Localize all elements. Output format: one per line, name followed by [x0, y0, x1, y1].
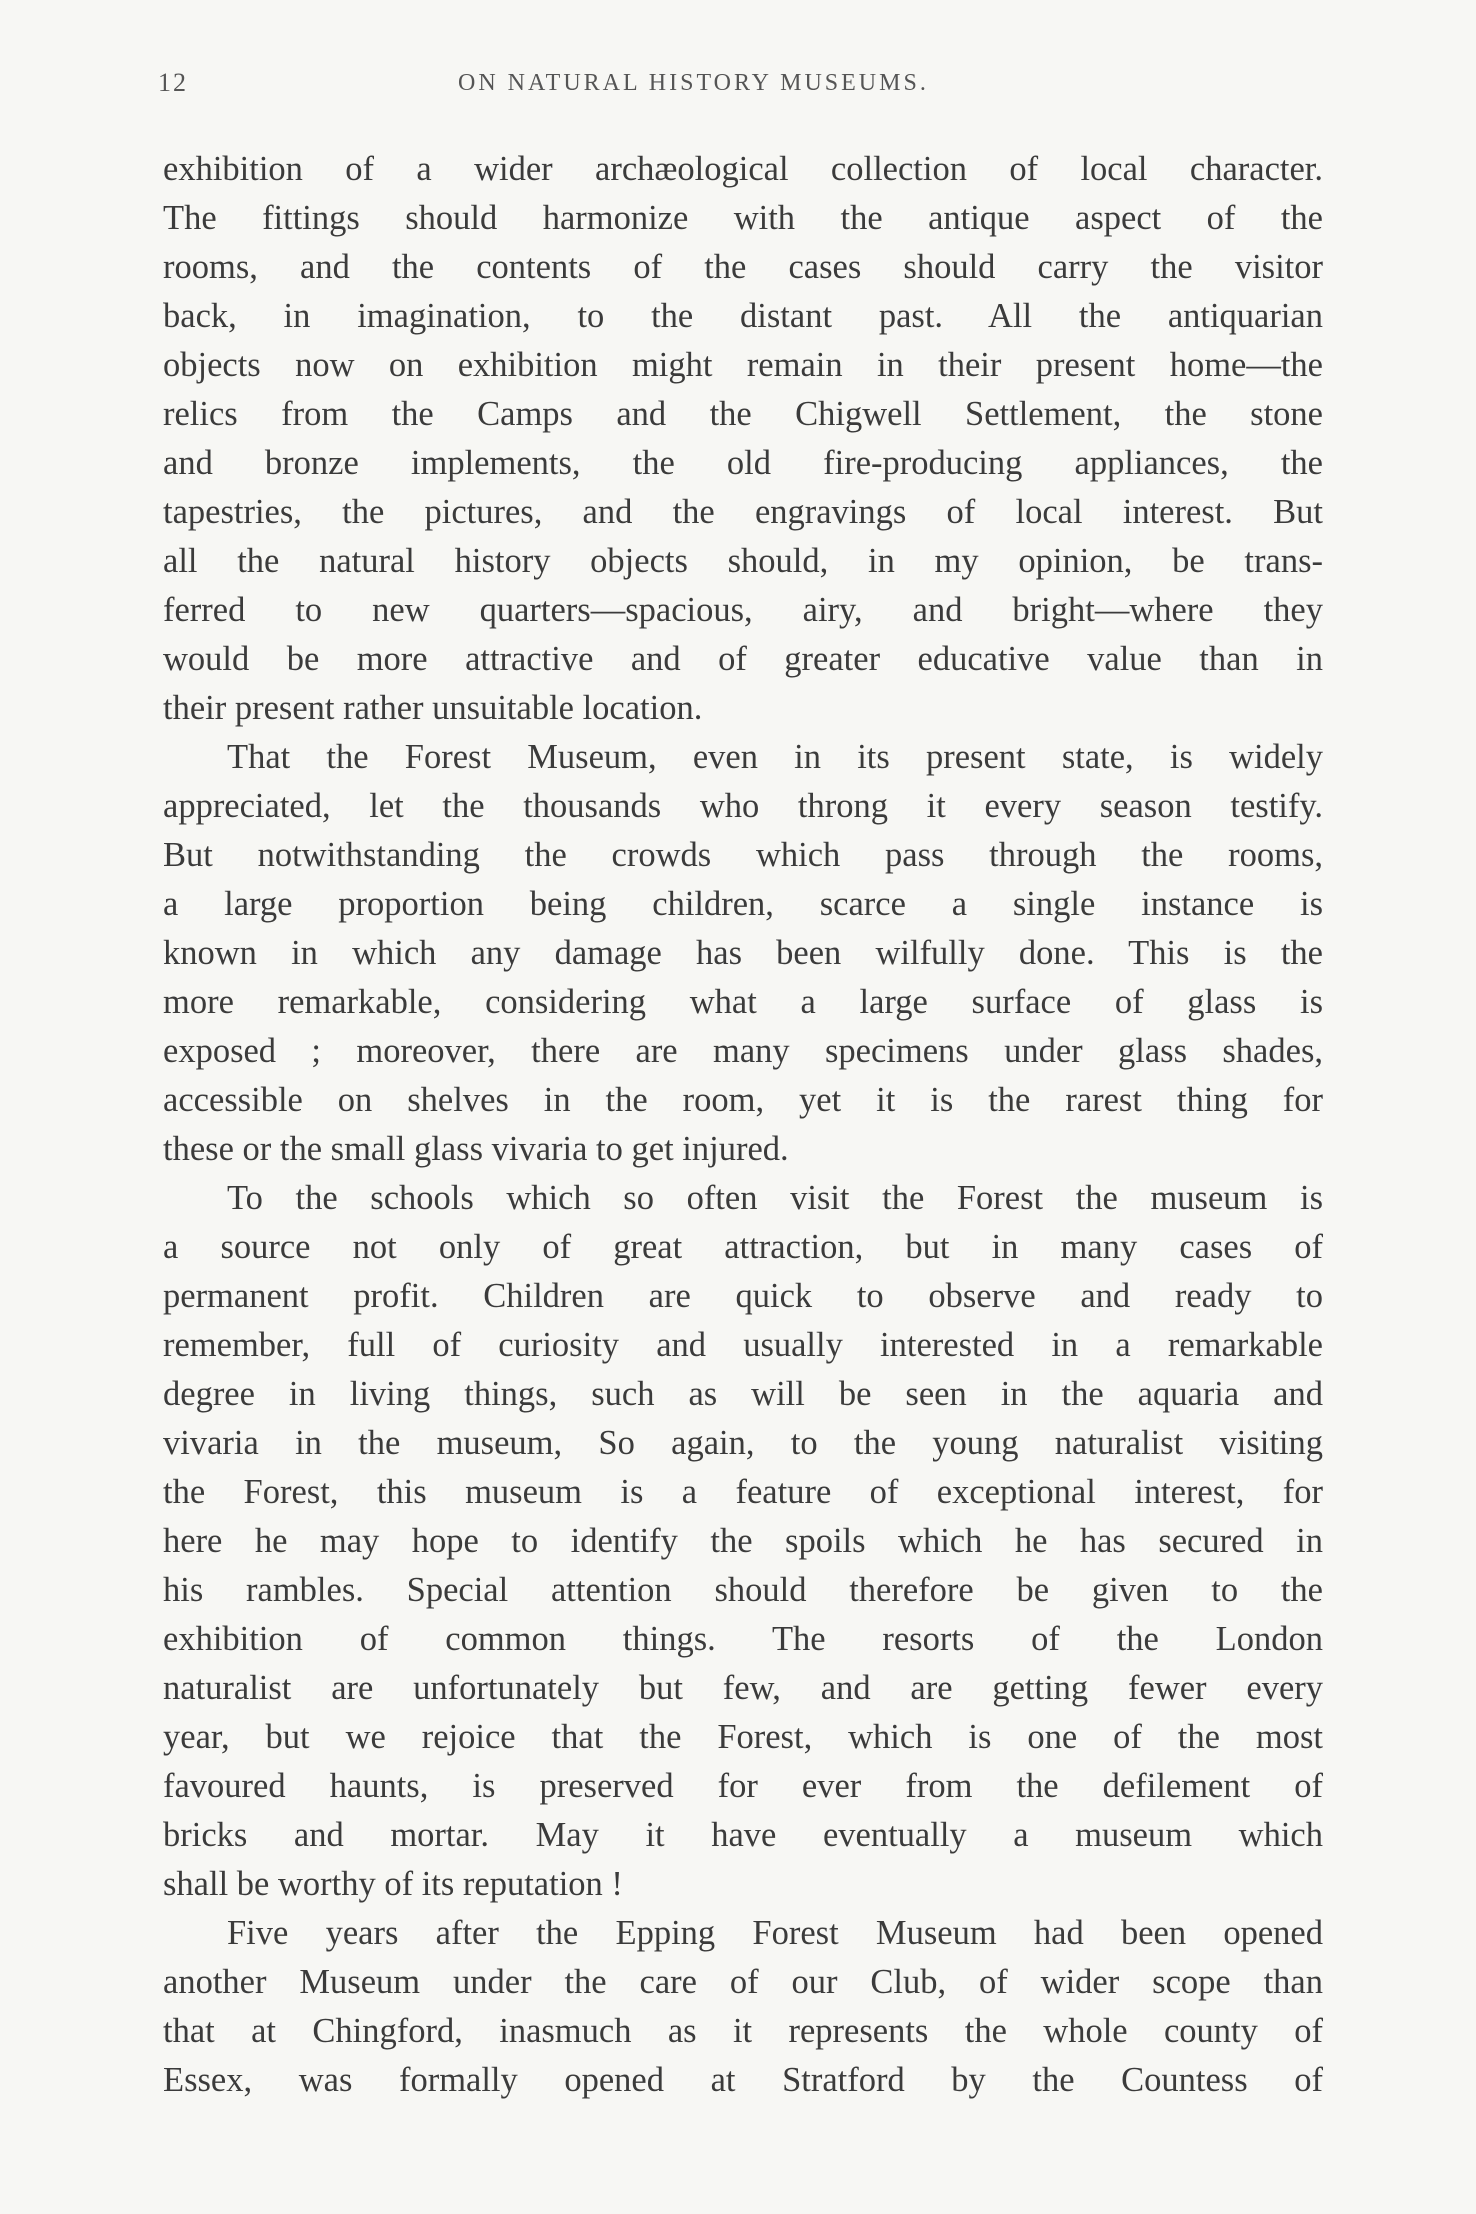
page-header	[158, 68, 1320, 108]
text-line: and bronze implements, the old fire-producing appliances, the	[163, 444, 1323, 482]
text-line: these or the small glass vivaria to get injured.	[163, 1130, 789, 1168]
text-line: vivaria in the museum, So again, to the young naturalist visiting	[163, 1424, 1323, 1462]
text-line: a large proportion being children, scarce a single instance is	[163, 885, 1323, 923]
text-line: their present rather unsuitable location.	[163, 689, 703, 727]
text-line: all the natural history objects should, in my opinion, be trans-	[163, 542, 1323, 580]
text-line: tapestries, the pictures, and the engravings of local interest. But	[163, 493, 1323, 531]
text-line: To the schools which so often visit the Forest the museum is	[227, 1179, 1323, 1217]
text-line: appreciated, let the thousands who throng it every season testify.	[163, 787, 1323, 825]
text-line: ferred to new quarters—spacious, airy, and bright—where they	[163, 591, 1323, 629]
text-line: But notwithstanding the crowds which pass through the rooms,	[163, 836, 1323, 874]
text-line: The fittings should harmonize with the antique aspect of the	[163, 199, 1323, 237]
paragraph	[163, 145, 1323, 733]
page-number: 12	[158, 68, 188, 97]
text-line: exhibition of common things. The resorts of the London	[163, 1620, 1323, 1658]
paragraph	[163, 733, 1323, 1174]
text-line: shall be worthy of its reputation !	[163, 1865, 623, 1903]
text-line: more remarkable, considering what a large surface of glass is	[163, 983, 1323, 1021]
paragraph	[163, 1909, 1323, 2105]
text-line: relics from the Camps and the Chigwell Settlement, the stone	[163, 395, 1323, 433]
text-line: accessible on shelves in the room, yet it is the rarest thing for	[163, 1081, 1323, 1119]
text-line: the Forest, this museum is a feature of exceptional interest, for	[163, 1473, 1323, 1511]
text-line: a source not only of great attraction, but in many cases of	[163, 1228, 1323, 1266]
text-line: objects now on exhibition might remain in their present home—the	[163, 346, 1323, 384]
text-line: back, in imagination, to the distant past. All the antiquarian	[163, 297, 1323, 335]
text-line: exhibition of a wider archæological collection of local character.	[163, 150, 1323, 188]
paragraph	[163, 1174, 1323, 1909]
text-line: would be more attractive and of greater educative value than in	[163, 640, 1323, 678]
text-line: here he may hope to identify the spoils which he has secured in	[163, 1522, 1323, 1560]
text-line: exposed ; moreover, there are many specimens under glass shades,	[163, 1032, 1323, 1070]
body-text	[163, 145, 1323, 2105]
text-line: degree in living things, such as will be seen in the aquaria and	[163, 1375, 1323, 1413]
text-line: That the Forest Museum, even in its present state, is widely	[227, 738, 1323, 776]
text-line: permanent profit. Children are quick to observe and ready to	[163, 1277, 1323, 1315]
text-line: year, but we rejoice that the Forest, which is one of the most	[163, 1718, 1323, 1756]
text-line: his rambles. Special attention should therefore be given to the	[163, 1571, 1323, 1609]
text-line: another Museum under the care of our Club, of wider scope than	[163, 1963, 1323, 2001]
running-head: ON NATURAL HISTORY MUSEUMS.	[458, 70, 929, 96]
text-line: Essex, was formally opened at Stratford by the Countess of	[163, 2061, 1323, 2099]
text-line: naturalist are unfortunately but few, and are getting fewer every	[163, 1669, 1323, 1707]
text-line: remember, full of curiosity and usually interested in a remarkable	[163, 1326, 1323, 1364]
text-line: that at Chingford, inasmuch as it represents the whole county of	[163, 2012, 1323, 2050]
text-line: Five years after the Epping Forest Museum had been opened	[227, 1914, 1323, 1952]
text-line: favoured haunts, is preserved for ever from the defilement of	[163, 1767, 1323, 1805]
text-line: rooms, and the contents of the cases should carry the visitor	[163, 248, 1323, 286]
text-line: known in which any damage has been wilfully done. This is the	[163, 934, 1323, 972]
text-line: bricks and mortar. May it have eventually a museum which	[163, 1816, 1323, 1854]
